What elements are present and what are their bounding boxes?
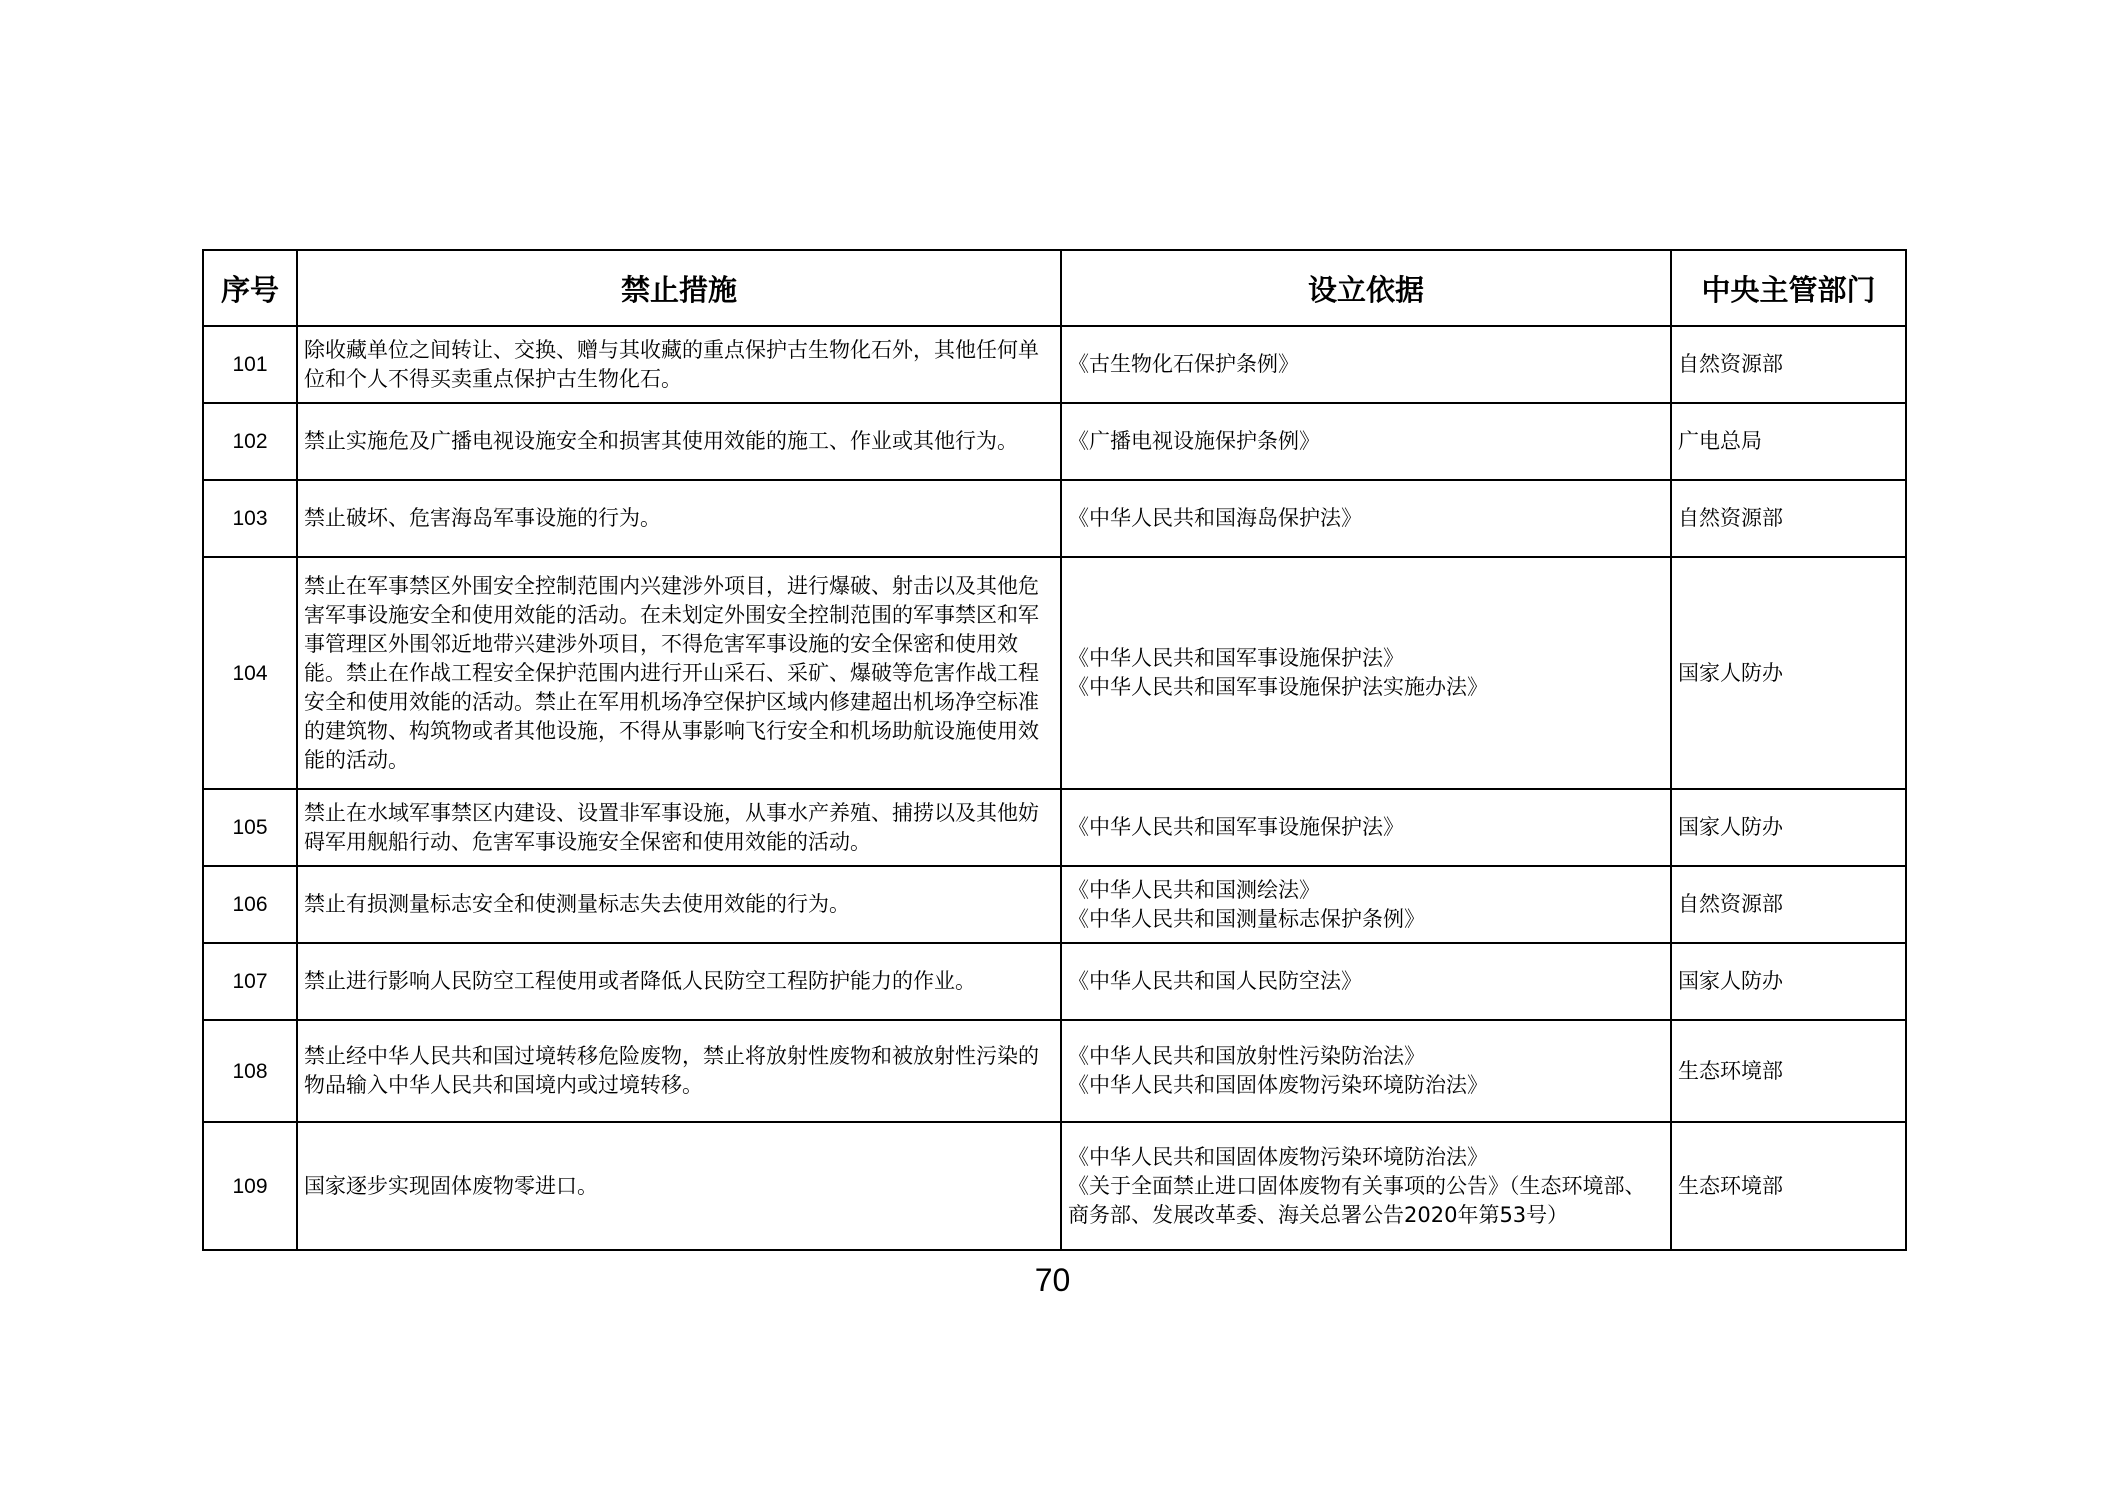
row-number: 104 [203, 557, 297, 789]
table-row [203, 789, 1906, 866]
row-department: 国家人防办 [1671, 557, 1906, 789]
header-prohibition-measure: 禁止措施 [297, 250, 1061, 326]
header-central-department: 中央主管部门 [1671, 250, 1906, 326]
row-prohibition: 禁止进行影响人民防空工程使用或者降低人民防空工程防护能力的作业。 [297, 943, 1061, 1020]
row-number: 102 [203, 403, 297, 480]
row-prohibition: 禁止破坏、危害海岛军事设施的行为。 [297, 480, 1061, 557]
basis-law: 《广播电视设施保护条例》 [1068, 429, 1320, 453]
row-number: 108 [203, 1020, 297, 1122]
basis-law: 《中华人民共和国人民防空法》 [1068, 969, 1362, 993]
header-legal-basis: 设立依据 [1061, 250, 1671, 326]
row-prohibition: 禁止经中华人民共和国过境转移危险废物，禁止将放射性废物和被放射性污染的物品输入中华人民共和国境内或过境转移。 [297, 1020, 1061, 1122]
row-department: 广电总局 [1671, 403, 1906, 480]
table-row [203, 943, 1906, 1020]
row-basis [1061, 326, 1671, 403]
basis-law: 《中华人民共和国海岛保护法》 [1068, 506, 1362, 530]
table-row [203, 326, 1906, 403]
row-basis [1061, 866, 1671, 943]
basis-law: 《中华人民共和国固体废物污染环境防治法》 [1068, 1144, 1488, 1169]
basis-law: 《中华人民共和国军事设施保护法》 [1068, 815, 1404, 839]
table-row [203, 480, 1906, 557]
row-prohibition: 禁止实施危及广播电视设施安全和损害其使用效能的施工、作业或其他行为。 [297, 403, 1061, 480]
table-row [203, 403, 1906, 480]
basis-law: 《中华人民共和国放射性污染防治法》 [1068, 1044, 1425, 1068]
row-number: 101 [203, 326, 297, 403]
table-row [203, 1122, 1906, 1250]
row-department: 自然资源部 [1671, 326, 1906, 403]
basis-law: 《中华人民共和国军事设施保护法》 [1068, 646, 1404, 670]
page-number: 70 [1034, 1262, 1071, 1298]
row-number: 103 [203, 480, 297, 557]
row-department: 国家人防办 [1671, 943, 1906, 1020]
row-department: 自然资源部 [1671, 866, 1906, 943]
prohibition-table [202, 249, 1907, 1251]
row-number: 105 [203, 789, 297, 866]
table-row [203, 1020, 1906, 1122]
row-basis [1061, 480, 1671, 557]
row-department: 自然资源部 [1671, 480, 1906, 557]
table-header-row [203, 250, 1906, 326]
row-prohibition: 国家逐步实现固体废物零进口。 [297, 1122, 1061, 1250]
row-number: 107 [203, 943, 297, 1020]
row-number: 106 [203, 866, 297, 943]
basis-law: 《中华人民共和国测绘法》 [1068, 877, 1320, 902]
row-prohibition: 禁止有损测量标志安全和使测量标志失去使用效能的行为。 [297, 866, 1061, 943]
basis-law: 《中华人民共和国军事设施保护法实施办法》 [1068, 675, 1488, 699]
row-basis [1061, 403, 1671, 480]
row-basis [1061, 557, 1671, 789]
row-basis [1061, 789, 1671, 866]
row-basis [1061, 943, 1671, 1020]
basis-law: 《古生物化石保护条例》 [1068, 352, 1299, 376]
row-department: 生态环境部 [1671, 1122, 1906, 1250]
row-prohibition: 禁止在军事禁区外围安全控制范围内兴建涉外项目，进行爆破、射击以及其他危害军事设施安全和使用效能的活动。在未划定外围安全控制范围的军事禁区和军事管理区外围邻近地带兴建涉外项目，不得危害军事设施的安全保密和使用效能。禁止在作战工程安全保护范围内进行开山采石、采矿、爆破等危害作战工程安全和使用效能的活动。禁止在军用机场净空保护区域内修建超出机场净空标准的建筑物、构筑物或者其他设施，不得从事影响飞行安全和机场助航设施使用效能的活动。 [297, 557, 1061, 789]
row-basis [1061, 1020, 1671, 1122]
row-number: 109 [203, 1122, 297, 1250]
row-basis [1061, 1122, 1671, 1250]
basis-law: 《中华人民共和国测量标志保护条例》 [1068, 906, 1425, 931]
row-prohibition: 禁止在水域军事禁区内建设、设置非军事设施，从事水产养殖、捕捞以及其他妨碍军用舰船行动、危害军事设施安全保密和使用效能的活动。 [297, 789, 1061, 866]
row-department: 国家人防办 [1671, 789, 1906, 866]
row-prohibition: 除收藏单位之间转让、交换、赠与其收藏的重点保护古生物化石外，其他任何单位和个人不得买卖重点保护古生物化石。 [297, 326, 1061, 403]
row-department: 生态环境部 [1671, 1020, 1906, 1122]
table-row [203, 866, 1906, 943]
table-row [203, 557, 1906, 789]
basis-law: 《中华人民共和国固体废物污染环境防治法》 [1068, 1073, 1488, 1097]
basis-law: 《关于全面禁止进口固体废物有关事项的公告》（生态环境部、商务部、发展改革委、海关总署公告2020年第53号） [1068, 1173, 1646, 1227]
header-serial-number: 序号 [203, 250, 297, 326]
